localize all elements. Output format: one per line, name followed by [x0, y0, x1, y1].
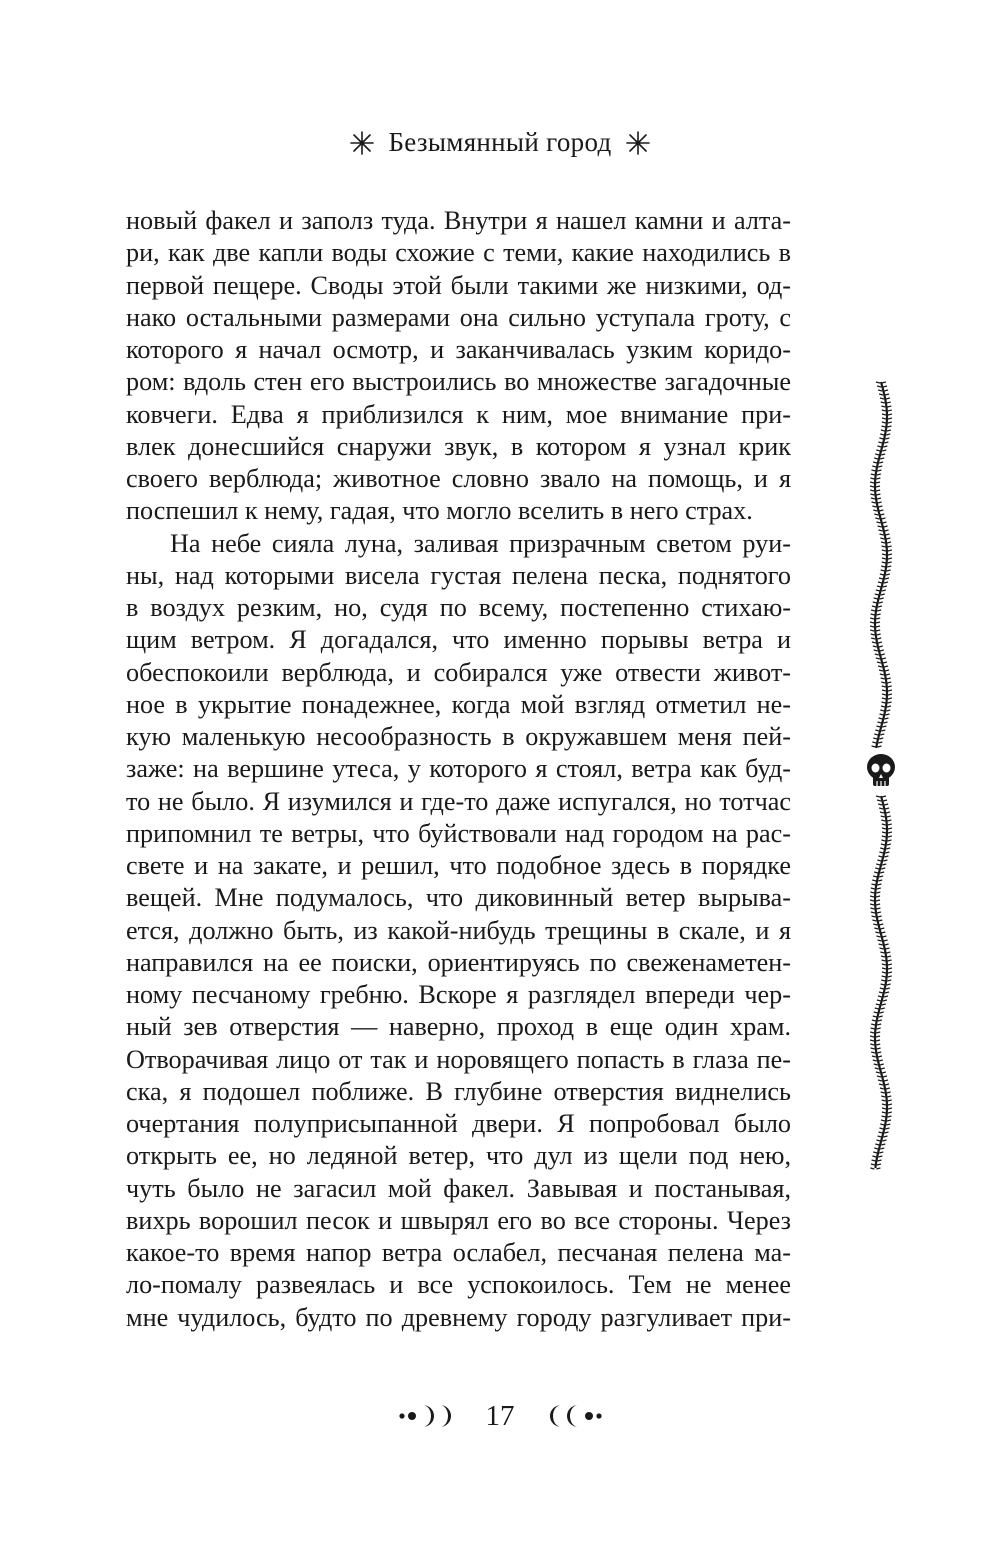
- text-line: которого я начал осмотр, и заканчивалась узким коридо-: [126, 335, 791, 364]
- running-title: Безымянный город: [388, 127, 612, 157]
- text-line: ром: вдоль стен его выстроились во множестве загадочные: [126, 367, 791, 397]
- text-line: ется, должно быть, из какой-нибудь трещины в скале, и я: [126, 915, 791, 945]
- text-line: На небе сияла луна, заливая призрачным светом руи-: [170, 528, 791, 558]
- text-line: открыть ее, но ледяной ветер, что дул из щели под нею,: [126, 1141, 791, 1171]
- text-line: своего верблюда; животное словно звало на помощь, и я: [126, 464, 791, 493]
- text-line: Отворачивая лицо от так и норовящего попасть в глаза пе-: [126, 1044, 791, 1074]
- asterisk-star-icon: [350, 131, 374, 155]
- body-text: [126, 205, 791, 1334]
- text-line: ное в укрытие понадежнее, когда мой взгляд отметил не-: [126, 689, 791, 719]
- text-line: ны, над которыми висела густая пелена песка, поднятого: [126, 560, 791, 590]
- text-line: в воздух резким, но, судя по всему, постепенно стихаю-: [126, 593, 791, 622]
- text-line: направился на ее поиски, ориентируясь по свеженаметен-: [126, 947, 791, 977]
- text-line: ри, как две капли воды схожие с теми, какие находились в: [126, 238, 791, 268]
- page-number: 17: [485, 1400, 515, 1432]
- text-line: припомнил те ветры, что буйствовали над городом на рас-: [126, 818, 791, 848]
- text-line: вихрь ворошил песок и швырял его во все стороны. Через: [126, 1205, 791, 1235]
- text-line: щим ветром. Я догадался, что именно порывы ветра и: [126, 625, 791, 655]
- text-line: ска, я подошел поближе. В глубине отверстия виднелись: [126, 1076, 791, 1106]
- running-header: [0, 122, 1000, 162]
- text-line: поспешил к нему, гадая, что могло вселить в него страх.: [126, 496, 753, 526]
- text-line: кую маленькую несообразность в окружавшем меня пей-: [126, 722, 791, 751]
- text-line: новый факел и заполз туда. Внутри я нашел камни и алта-: [126, 206, 791, 235]
- text-line: свете и на закате, и решил, что подобное здесь в порядке: [126, 851, 791, 880]
- text-line: чуть было не загасил мой факел. Завывая и постанывая,: [126, 1173, 791, 1203]
- text-line: очертания полуприсыпанной двери. Я попробовал было: [126, 1109, 791, 1138]
- skull-icon: [867, 754, 895, 786]
- crescent-dots-icon: [529, 1401, 605, 1431]
- text-line: первой пещере. Своды этой были такими же низкими, од-: [126, 270, 791, 300]
- text-line: какое-то время напор ветра ослабел, песчаная пелена ма-: [126, 1238, 791, 1267]
- wavy-thorn-line-icon: [870, 796, 892, 1169]
- text-line: влек донесшийся снаружи звук, в котором я узнал крик: [126, 431, 791, 461]
- text-line: ному песчаному гребню. Вскоре я разглядел впереди чер-: [126, 980, 791, 1009]
- wavy-thorn-line-icon: [870, 382, 892, 748]
- text-line: обеспокоили верблюда, и собирался уже отвести живот-: [126, 657, 791, 687]
- crescent-dots-icon: [396, 1401, 472, 1431]
- text-line: вещей. Мне подумалось, что диковинный ветер вырыва-: [126, 883, 791, 913]
- text-line: ный зев отверстия — наверно, проход в еще один храм.: [126, 1012, 791, 1042]
- asterisk-star-icon: [626, 131, 650, 155]
- side-ornament: [856, 378, 906, 1178]
- text-line: то не было. Я изумился и где-то даже испугался, но тотчас: [126, 786, 791, 816]
- text-line: заже: на вершине утеса, у которого я стоял, ветра как буд-: [126, 754, 791, 784]
- folio: [0, 1394, 1000, 1438]
- text-line: ковчеги. Едва я приблизился к ним, мое внимание при-: [126, 399, 791, 429]
- text-line: ло-помалу развеялась и все успокоилось. Тем не менее: [126, 1270, 791, 1300]
- text-line: мне чудилось, будто по древнему городу разгуливает при-: [126, 1302, 791, 1332]
- text-line: нако остальными размерами она сильно уступала гроту, с: [126, 302, 791, 332]
